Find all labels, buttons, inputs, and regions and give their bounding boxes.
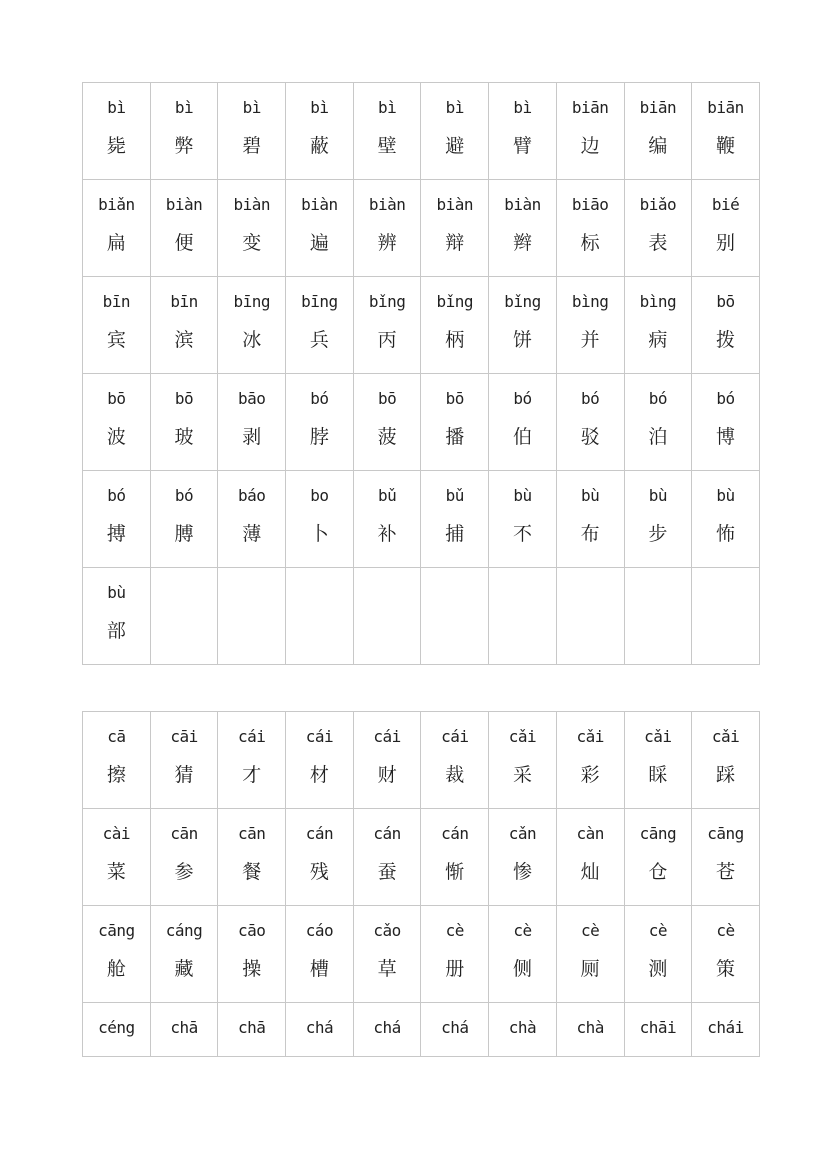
pinyin-cell [150, 277, 218, 374]
pinyin-cell [353, 471, 421, 568]
pinyin-text: bō [716, 292, 735, 311]
hanzi-character: 遍 [309, 232, 329, 254]
table-row [83, 809, 760, 906]
hanzi-character: 标 [580, 232, 600, 254]
hanzi-character: 布 [580, 523, 600, 545]
pinyin-cell [83, 180, 151, 277]
hanzi-character: 策 [716, 958, 736, 980]
hanzi-character: 厕 [580, 958, 600, 980]
hanzi-character: 波 [106, 426, 126, 448]
pinyin-cell [489, 471, 557, 568]
pinyin-text: cǎi [576, 727, 604, 746]
hanzi-character: 睬 [648, 764, 668, 786]
hanzi-character: 搏 [106, 523, 126, 545]
pinyin-cell [150, 180, 218, 277]
pinyin-cell [489, 809, 557, 906]
pinyin-text: bì [445, 98, 464, 117]
hanzi-character: 残 [309, 861, 329, 883]
pinyin-cell [218, 906, 286, 1003]
pinyin-text: cái [441, 727, 469, 746]
pinyin-text: cè [581, 921, 600, 940]
pinyin-cell [150, 809, 218, 906]
hanzi-character: 弊 [174, 135, 194, 157]
pinyin-cell [83, 83, 151, 180]
pinyin-text: báo [238, 486, 266, 505]
pinyin-cell [218, 277, 286, 374]
pinyin-text: cáo [305, 921, 334, 940]
hanzi-character: 碧 [242, 135, 262, 157]
table-row [83, 1003, 760, 1057]
pinyin-text: càn [576, 824, 604, 843]
table-row [83, 568, 760, 665]
pinyin-text: cán [305, 824, 334, 843]
hanzi-character: 剥 [242, 426, 262, 448]
hanzi-character: 辩 [445, 232, 465, 254]
pinyin-text: cài [102, 824, 131, 843]
pinyin-cell [353, 83, 421, 180]
hanzi-character: 采 [512, 764, 532, 786]
hanzi-character: 表 [648, 232, 668, 254]
hanzi-character: 参 [174, 861, 194, 883]
pinyin-cell [421, 809, 489, 906]
pinyin-cell [286, 906, 354, 1003]
hanzi-character: 惭 [445, 861, 465, 883]
pinyin-cell [489, 906, 557, 1003]
pinyin-cell [150, 471, 218, 568]
pinyin-text: biān [707, 98, 744, 117]
pinyin-cell [692, 277, 760, 374]
hanzi-character: 驳 [580, 426, 600, 448]
hanzi-character: 捕 [445, 523, 465, 545]
hanzi-character: 扁 [106, 232, 126, 254]
hanzi-character: 臂 [512, 135, 532, 157]
pinyin-cell [624, 906, 692, 1003]
hanzi-character: 槽 [309, 958, 329, 980]
pinyin-text: cè [513, 921, 532, 940]
pinyin-text: cái [305, 727, 334, 746]
pinyin-text: biàn [301, 195, 338, 214]
pinyin-text: bì [310, 98, 329, 117]
pinyin-cell [286, 83, 354, 180]
hanzi-character: 鞭 [716, 135, 736, 157]
hanzi-character: 兵 [309, 329, 329, 351]
pinyin-cell [83, 568, 151, 665]
pinyin-text [218, 583, 285, 603]
pinyin-text [286, 583, 353, 603]
empty-cell [150, 568, 218, 665]
pinyin-cell [83, 374, 151, 471]
hanzi-character: 辨 [377, 232, 397, 254]
pinyin-text: chā [170, 1018, 198, 1037]
pinyin-text: bì [377, 98, 397, 117]
pinyin-text [692, 583, 759, 603]
hanzi-character: 侧 [512, 958, 532, 980]
empty-cell [286, 568, 354, 665]
pinyin-cell [692, 83, 760, 180]
pinyin-text: bīng [301, 292, 338, 311]
pinyin-cell [353, 809, 421, 906]
pinyin-text: bō [107, 389, 126, 408]
table-row [83, 180, 760, 277]
pinyin-cell [150, 906, 218, 1003]
hanzi-character: 苍 [716, 861, 736, 883]
pinyin-text: bì [242, 98, 261, 117]
pinyin-text: biàn [504, 195, 541, 214]
pinyin-text: bō [174, 389, 194, 408]
pinyin-cell [353, 712, 421, 809]
hanzi-character: 部 [106, 620, 126, 642]
pinyin-text: cán [441, 824, 469, 843]
pinyin-text: bó [310, 389, 329, 408]
hanzi-character: 便 [174, 232, 194, 254]
pinyin-cell [218, 180, 286, 277]
table-row [83, 374, 760, 471]
empty-cell [489, 568, 557, 665]
hanzi-character: 伯 [512, 426, 532, 448]
pinyin-cell [286, 712, 354, 809]
pinyin-cell [353, 180, 421, 277]
empty-cell [353, 568, 421, 665]
pinyin-cell [83, 712, 151, 809]
hanzi-character: 藏 [174, 958, 194, 980]
pinyin-text: biāo [571, 195, 609, 214]
hanzi-character: 猜 [174, 764, 194, 786]
pinyin-text: chái [707, 1018, 744, 1037]
pinyin-cell [83, 906, 151, 1003]
pinyin-text: bì [513, 98, 532, 117]
pinyin-cell [286, 374, 354, 471]
pinyin-text: cān [170, 824, 198, 843]
pinyin-cell [692, 471, 760, 568]
pinyin-text [557, 583, 624, 603]
hanzi-character: 变 [242, 232, 262, 254]
pinyin-text: cāng [707, 824, 744, 843]
pinyin-cell [150, 1003, 218, 1057]
pinyin-text: cè [716, 921, 735, 940]
empty-cell [692, 568, 760, 665]
pinyin-cell [556, 83, 624, 180]
pinyin-text: cán [373, 824, 401, 843]
pinyin-text: cāo [238, 921, 266, 940]
pinyin-cell [83, 277, 151, 374]
pinyin-cell [692, 374, 760, 471]
hanzi-character: 补 [377, 523, 397, 545]
hanzi-character: 博 [716, 426, 736, 448]
hanzi-character: 并 [580, 329, 600, 351]
hanzi-character: 怖 [716, 523, 736, 545]
empty-cell [624, 568, 692, 665]
pinyin-text [421, 583, 488, 603]
pinyin-cell [286, 1003, 354, 1057]
hanzi-character: 毙 [106, 135, 126, 157]
pinyin-cell [353, 906, 421, 1003]
pinyin-text: cāng [639, 824, 677, 843]
hanzi-character: 餐 [242, 861, 262, 883]
pinyin-cell [150, 374, 218, 471]
table-row [83, 83, 760, 180]
hanzi-character: 材 [309, 764, 329, 786]
pinyin-cell [421, 471, 489, 568]
hanzi-character: 壁 [377, 135, 397, 157]
pinyin-text: chà [508, 1018, 537, 1037]
pinyin-text: chá [305, 1018, 334, 1037]
pinyin-cell [489, 712, 557, 809]
pinyin-text [489, 583, 556, 603]
hanzi-character: 饼 [512, 329, 532, 351]
pinyin-cell [489, 1003, 557, 1057]
pinyin-text: bié [711, 195, 740, 214]
pinyin-text: chá [373, 1018, 401, 1037]
pinyin-text: bāo [238, 389, 266, 408]
pinyin-table-c [82, 711, 760, 1057]
pinyin-cell [692, 712, 760, 809]
table-row [83, 277, 760, 374]
hanzi-character: 卜 [309, 523, 329, 545]
pinyin-text: bó [716, 389, 735, 408]
table-row [83, 471, 760, 568]
hanzi-character: 操 [242, 958, 262, 980]
pinyin-text: biàn [233, 195, 270, 214]
hanzi-character: 草 [377, 958, 397, 980]
pinyin-cell [556, 374, 624, 471]
hanzi-character: 舱 [106, 958, 126, 980]
pinyin-text: bīn [102, 292, 131, 311]
hanzi-character: 踩 [716, 764, 736, 786]
hanzi-character: 惨 [512, 861, 532, 883]
pinyin-text: bìng [639, 292, 677, 311]
hanzi-character: 避 [445, 135, 465, 157]
pinyin-cell [421, 1003, 489, 1057]
pinyin-cell [624, 712, 692, 809]
pinyin-text: bù [107, 583, 126, 602]
pinyin-text: céng [98, 1018, 135, 1037]
pinyin-cell [150, 83, 218, 180]
empty-cell [218, 568, 286, 665]
pinyin-text: bō [445, 389, 464, 408]
hanzi-character: 蚕 [377, 861, 397, 883]
pinyin-cell [286, 180, 354, 277]
pinyin-text: cǎi [644, 727, 672, 746]
hanzi-character: 边 [580, 135, 600, 157]
pinyin-text: chāi [639, 1018, 677, 1037]
pinyin-cell [421, 906, 489, 1003]
pinyin-cell [218, 1003, 286, 1057]
pinyin-text: chà [576, 1018, 604, 1037]
pinyin-cell [83, 1003, 151, 1057]
pinyin-text: cǎi [711, 727, 740, 746]
pinyin-text: bó [174, 486, 194, 505]
hanzi-character: 辫 [512, 232, 532, 254]
hanzi-character: 测 [648, 958, 668, 980]
pinyin-cell [556, 277, 624, 374]
hanzi-character: 才 [242, 764, 262, 786]
pinyin-cell [83, 471, 151, 568]
pinyin-text: bù [648, 486, 667, 505]
pinyin-cell [624, 809, 692, 906]
pinyin-cell [353, 1003, 421, 1057]
hanzi-character: 泊 [648, 426, 668, 448]
hanzi-character: 滨 [174, 329, 194, 351]
pinyin-text: cè [648, 921, 667, 940]
pinyin-cell [624, 471, 692, 568]
pinyin-cell [624, 277, 692, 374]
pinyin-cell [624, 180, 692, 277]
pinyin-cell [353, 277, 421, 374]
pinyin-cell [218, 809, 286, 906]
pinyin-text: cā [107, 727, 126, 746]
pinyin-cell [692, 1003, 760, 1057]
hanzi-character: 步 [648, 523, 668, 545]
pinyin-text [625, 583, 692, 603]
hanzi-character: 菜 [106, 861, 126, 883]
pinyin-text: biān [571, 98, 609, 117]
pinyin-cell [286, 277, 354, 374]
pinyin-cell [150, 712, 218, 809]
pinyin-cell [556, 712, 624, 809]
pinyin-cell [218, 712, 286, 809]
pinyin-text: cāng [98, 921, 135, 940]
pinyin-cell [624, 1003, 692, 1057]
pinyin-cell [692, 809, 760, 906]
pinyin-cell [489, 83, 557, 180]
pinyin-text: bù [513, 486, 532, 505]
pinyin-cell [421, 83, 489, 180]
pinyin-text: bó [107, 486, 126, 505]
pinyin-cell [421, 712, 489, 809]
pinyin-text: bì [174, 98, 194, 117]
hanzi-character: 膊 [174, 523, 194, 545]
pinyin-cell [218, 471, 286, 568]
empty-cell [556, 568, 624, 665]
pinyin-cell [353, 374, 421, 471]
pinyin-text: bīn [170, 292, 198, 311]
pinyin-text: bǔ [377, 486, 397, 505]
pinyin-cell [421, 374, 489, 471]
pinyin-text: cān [238, 824, 266, 843]
empty-cell [421, 568, 489, 665]
hanzi-character: 彩 [580, 764, 600, 786]
pinyin-text: bǐng [436, 292, 474, 311]
pinyin-text: biǎo [639, 195, 677, 214]
pinyin-text: bō [377, 389, 397, 408]
pinyin-text: biàn [436, 195, 474, 214]
pinyin-text: biǎn [98, 195, 135, 214]
pinyin-cell [556, 180, 624, 277]
hanzi-character: 不 [512, 523, 532, 545]
pinyin-cell [421, 180, 489, 277]
pinyin-text: biàn [368, 195, 406, 214]
pinyin-text: cè [445, 921, 464, 940]
pinyin-text: biān [639, 98, 677, 117]
pinyin-text: bǐng [504, 292, 541, 311]
pinyin-text: cāi [170, 727, 198, 746]
pinyin-cell [489, 180, 557, 277]
pinyin-text: cáng [165, 921, 203, 940]
hanzi-character: 播 [445, 426, 465, 448]
hanzi-character: 别 [716, 232, 736, 254]
pinyin-cell [556, 471, 624, 568]
pinyin-text: biàn [165, 195, 203, 214]
hanzi-character: 薄 [242, 523, 262, 545]
pinyin-text: bìng [571, 292, 609, 311]
hanzi-character: 编 [648, 135, 668, 157]
pinyin-cell [489, 374, 557, 471]
hanzi-character: 裁 [445, 764, 465, 786]
pinyin-cell [83, 809, 151, 906]
pinyin-cell [218, 83, 286, 180]
pinyin-text: bó [513, 389, 532, 408]
pinyin-cell [692, 906, 760, 1003]
hanzi-character: 财 [377, 764, 397, 786]
hanzi-character: 丙 [377, 329, 397, 351]
pinyin-text: bīng [233, 292, 270, 311]
hanzi-character: 宾 [106, 329, 126, 351]
hanzi-character: 册 [445, 958, 465, 980]
table-row [83, 906, 760, 1003]
pinyin-cell [624, 83, 692, 180]
hanzi-character: 灿 [580, 861, 600, 883]
pinyin-text: bó [581, 389, 600, 408]
hanzi-character: 冰 [242, 329, 262, 351]
pinyin-text: bù [581, 486, 600, 505]
pinyin-table-b [82, 82, 760, 665]
pinyin-text: bǔ [445, 486, 464, 505]
pinyin-text: cǎo [373, 921, 401, 940]
pinyin-text: cái [373, 727, 401, 746]
pinyin-text: cái [238, 727, 266, 746]
pinyin-cell [421, 277, 489, 374]
pinyin-text [151, 583, 218, 603]
hanzi-character: 蔽 [309, 135, 329, 157]
pinyin-text: bù [716, 486, 735, 505]
table-row [83, 712, 760, 809]
pinyin-cell [218, 374, 286, 471]
hanzi-character: 玻 [174, 426, 194, 448]
pinyin-text: cǎi [508, 727, 537, 746]
pinyin-cell [556, 809, 624, 906]
pinyin-cell [624, 374, 692, 471]
pinyin-cell [556, 1003, 624, 1057]
pinyin-text: bo [310, 486, 329, 505]
hanzi-character: 拨 [716, 329, 736, 351]
pinyin-text: bì [107, 98, 126, 117]
pinyin-text: bǐng [368, 292, 406, 311]
pinyin-cell [286, 809, 354, 906]
pinyin-cell [692, 180, 760, 277]
hanzi-character: 柄 [445, 329, 465, 351]
pinyin-cell [556, 906, 624, 1003]
hanzi-character: 病 [648, 329, 668, 351]
pinyin-text: cǎn [508, 824, 537, 843]
pinyin-cell [286, 471, 354, 568]
hanzi-character: 擦 [106, 764, 126, 786]
hanzi-character: 脖 [309, 426, 329, 448]
hanzi-character: 菠 [377, 426, 397, 448]
pinyin-text: chā [238, 1018, 266, 1037]
pinyin-text: chá [441, 1018, 469, 1037]
pinyin-cell [489, 277, 557, 374]
hanzi-character: 仓 [648, 861, 668, 883]
pinyin-text: bó [648, 389, 667, 408]
pinyin-text [354, 583, 421, 603]
